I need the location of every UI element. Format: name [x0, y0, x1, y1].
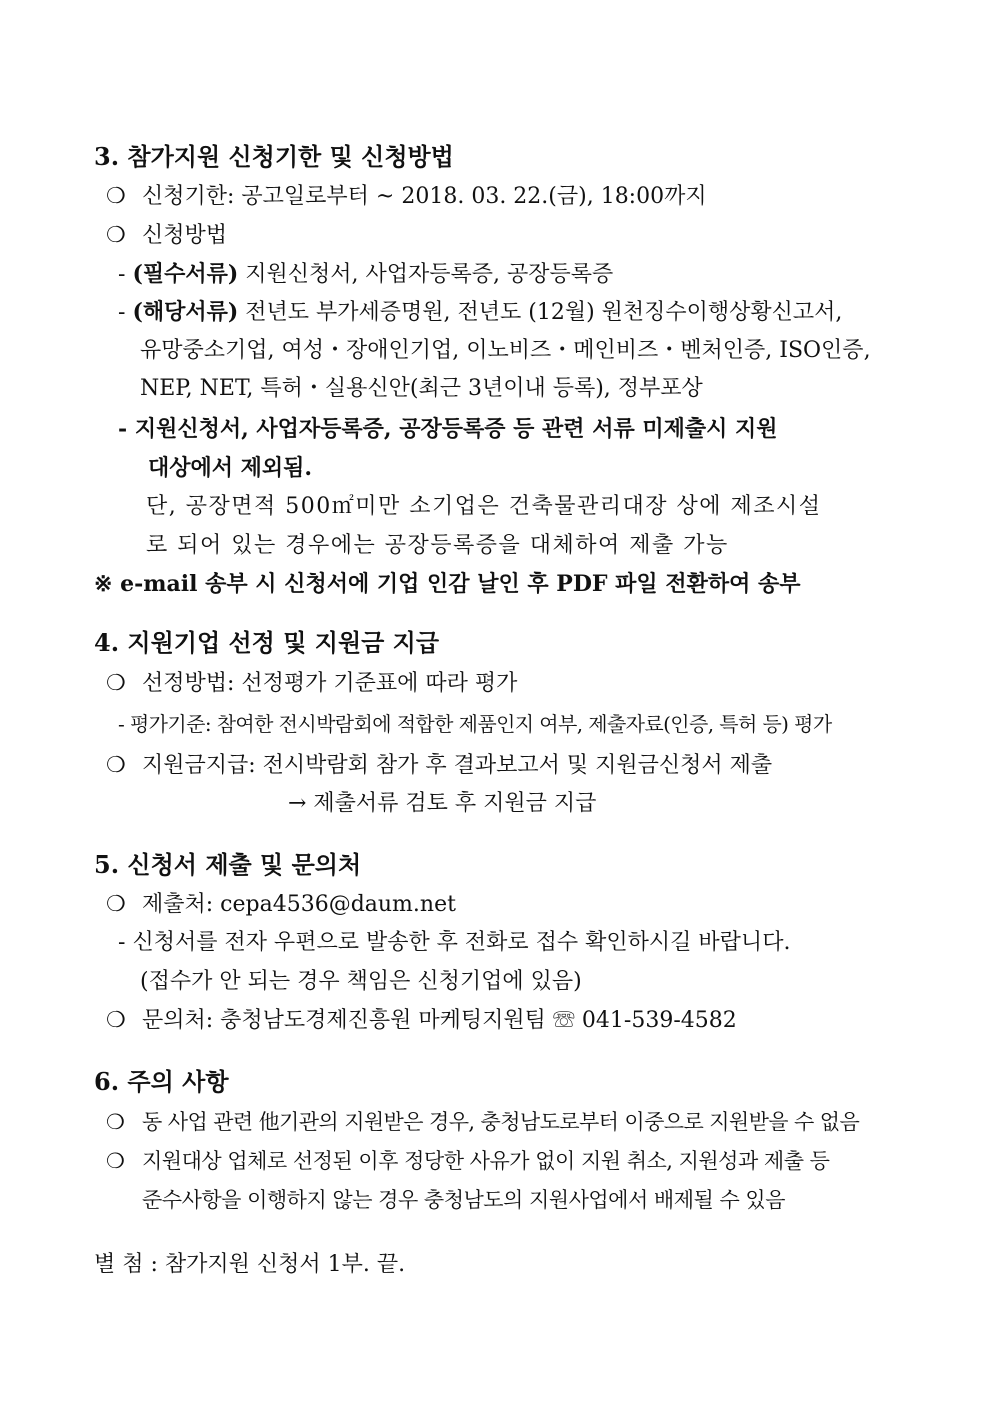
criteria-item [118, 709, 832, 739]
payment-item [106, 751, 772, 781]
warning-text-1: 지원신청서, 사업자등록증, 공장등록증 등 관련 서류 미제출시 지원 [134, 416, 778, 442]
submit-item [106, 890, 456, 920]
submit-note-text-2: (접수가 안 되는 경우 책임은 신청기업에 있음) [140, 969, 582, 994]
section-4-heading: 4. 지원기업 선정 및 지원금 지급 [94, 628, 440, 657]
circle-bullet-icon: ❍ [106, 1008, 126, 1033]
caution-item-1 [106, 1107, 859, 1137]
deadline-text: 신청기한: 공고일로부터 ~ 2018. 03. 22.(금), 18:00까지 [142, 184, 707, 209]
method-text: 신청방법 [142, 223, 228, 248]
contact-text: 문의처: 충청남도경제진흥원 마케팅지원팀 ☏ 041-539-4582 [142, 1008, 737, 1033]
section-3-heading: 3. 참가지원 신청기한 및 신청방법 [94, 142, 454, 171]
required-docs-text: 지원신청서, 사업자등록증, 공장등록증 [238, 262, 614, 287]
exception-text-1: 단, 공장면적 500㎡미만 소기업은 건축물관리대장 상에 제조시설 [146, 494, 822, 519]
payment-text: 지원금지급: 전시박람회 참가 후 결과보고서 및 지원금신청서 제출 [142, 753, 773, 778]
circle-bullet-icon: ❍ [106, 671, 126, 696]
contact-item [106, 1006, 737, 1036]
relevant-docs-text-2: 유망중소기업, 여성・장애인기업, 이노비즈・메인비즈・벤처인증, ISO인증, [140, 338, 871, 363]
payment-text-2: → 제출서류 검토 후 지원금 지급 [288, 791, 597, 816]
circle-bullet-icon: ❍ [106, 1110, 125, 1134]
dash-bullet: - [118, 300, 126, 325]
warning-text-2: 대상에서 제외됨. [148, 455, 313, 481]
relevant-docs [118, 297, 842, 328]
selection-item [106, 669, 517, 699]
deadline-item [106, 182, 707, 212]
dash-bullet: - [118, 262, 126, 287]
circle-bullet-icon: ❍ [106, 753, 126, 778]
circle-bullet-icon: ❍ [106, 223, 126, 248]
dash-bullet: - [118, 712, 125, 736]
submit-text: 제출처: cepa4536@daum.net [142, 892, 456, 917]
exception-text-2: 로 되어 있는 경우에는 공장등록증을 대체하여 제출 가능 [146, 533, 729, 558]
section-6-heading: 6. 주의 사항 [94, 1067, 229, 1096]
circle-bullet-icon: ❍ [106, 892, 126, 917]
email-note: ※ e-mail 송부 시 신청서에 기업 인감 날인 후 PDF 파일 전환하여 송부 [94, 571, 801, 597]
required-docs-tag: (필수서류) [132, 261, 239, 287]
circle-bullet-icon: ❍ [106, 184, 126, 209]
warning-line-1 [118, 414, 778, 444]
submit-note-text-1: 신청서를 전자 우편으로 발송한 후 전화로 접수 확인하시길 바랍니다. [132, 930, 791, 955]
relevant-docs-text-1: 전년도 부가세증명원, 전년도 (12월) 원천징수이행상황신고서, [238, 300, 843, 325]
caution-text-2a: 지원대상 업체로 선정된 이후 정당한 사유가 없이 지원 취소, 지원성과 제출 등 [142, 1149, 830, 1173]
section-5-heading: 5. 신청서 제출 및 문의처 [94, 850, 362, 879]
method-item [106, 221, 227, 251]
caution-text-1: 동 사업 관련 他기관의 지원받은 경우, 충청남도로부터 이중으로 지원받을 수 없음 [142, 1110, 860, 1134]
submit-note-item [118, 928, 790, 958]
dash-bullet: - [118, 416, 128, 442]
relevant-docs-text-3: NEP, NET, 특허・실용신안(최근 3년이내 등록), 정부포상 [140, 376, 703, 401]
selection-text: 선정방법: 선정평가 기준표에 따라 평가 [142, 671, 518, 696]
caution-text-2b: 준수사항을 이행하지 않는 경우 충청남도의 지원사업에서 배제될 수 있음 [142, 1188, 785, 1212]
required-docs [118, 259, 613, 290]
attachment-line: 별 첨 : 참가지원 신청서 1부. 끝. [94, 1252, 406, 1277]
dash-bullet: - [118, 930, 126, 955]
criteria-text: 평가기준: 참여한 전시박람회에 적합한 제품인지 여부, 제출자료(인증, 특허 등) 평가 [129, 712, 832, 736]
circle-bullet-icon: ❍ [106, 1149, 125, 1173]
relevant-docs-tag: (해당서류) [132, 299, 239, 325]
caution-item-2 [106, 1146, 829, 1176]
